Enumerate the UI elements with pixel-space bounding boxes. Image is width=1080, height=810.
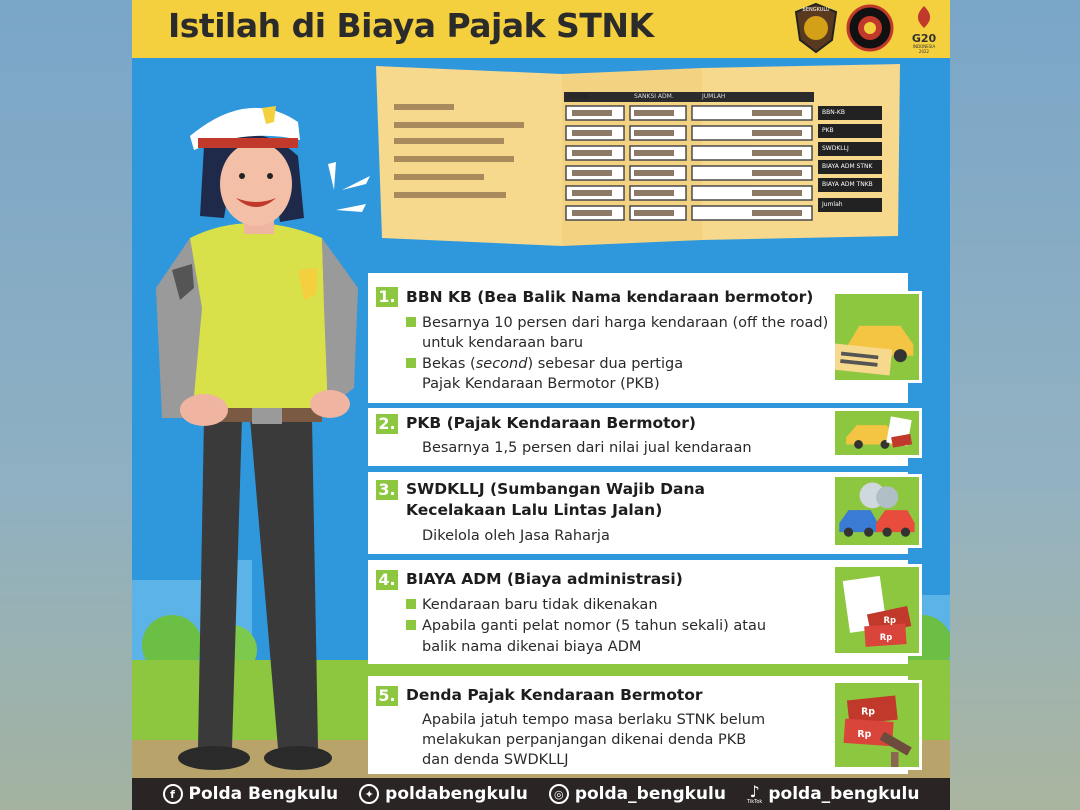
g20-logo-text: G20 [911, 32, 937, 45]
logo-group [792, 2, 948, 54]
twitter-handle: poldabengkulu [385, 784, 528, 804]
term-line-text: Apabila ganti pelat nomor (5 tahun sekali) atau [422, 618, 767, 634]
page-title: Istilah di Biaya Pajak STNK [168, 6, 654, 45]
term-title: BBN KB (Bea Balik Nama kendaraan bermotor) [406, 288, 814, 306]
bengkulu-logo-text: BENGKULU [802, 7, 830, 13]
doc-label-adm-stnk: BIAYA ADM STNK [818, 160, 882, 174]
bullet-icon [406, 620, 416, 630]
term-line [406, 354, 683, 374]
instagram-handle: polda_bengkulu [574, 784, 726, 804]
gavel-money-icon [832, 680, 922, 770]
tiktok-handle: polda_bengkulu [768, 784, 920, 804]
tiktok-link[interactable] [746, 781, 920, 805]
term-line-text-pre: Bekas ( [422, 356, 476, 372]
term-number: 5. [376, 686, 398, 706]
facebook-link[interactable] [163, 784, 339, 804]
bengkulu-police-logo [792, 2, 840, 54]
term-line-text-em: second [475, 356, 528, 372]
twitter-icon: ✦ [359, 784, 379, 804]
term-card-swdkllj [368, 472, 908, 554]
money-label: Rp [879, 631, 893, 642]
car-crash-icon [832, 474, 922, 548]
facebook-handle: Polda Bengkulu [188, 784, 339, 804]
term-line-text-post: ) sebesar dua pertiga [527, 356, 684, 372]
doc-label-adm-tnkb: BIAYA ADM TNKB [818, 178, 882, 192]
term-line-text: Kendaraan baru tidak dikenakan [422, 597, 658, 613]
term-line-text: Besarnya 10 persen dari harga kendaraan (off the road) [422, 315, 829, 331]
g20-logo-year: 2022 [918, 49, 930, 54]
term-line: dan denda SWDKLLJ [422, 752, 569, 768]
term-number: 2. [376, 414, 398, 434]
term-line [406, 595, 658, 615]
social-footer [132, 778, 950, 810]
term-card-denda [368, 676, 908, 774]
car-document-icon [832, 291, 922, 383]
doc-header-sanksi: SANKSI ADM. [634, 93, 674, 100]
instagram-icon: ◎ [549, 784, 569, 804]
background-right [950, 0, 1080, 810]
policewoman-illustration [132, 88, 372, 778]
term-title: PKB (Pajak Kendaraan Bermotor) [406, 414, 696, 432]
term-line: Pajak Kendaraan Bermotor (PKB) [422, 376, 660, 392]
header-bar [132, 0, 950, 58]
money-label: Rp [861, 706, 876, 718]
doc-label-bbnkb: BBN-KB [818, 106, 882, 120]
bullet-icon [406, 599, 416, 609]
term-line [406, 313, 828, 333]
ditreskrimsus-logo [846, 2, 894, 54]
bullet-icon [406, 317, 416, 327]
g20-logo-sub: INDONESIA [912, 44, 936, 49]
term-line [406, 616, 766, 636]
term-card-bbn-kb [368, 273, 908, 403]
doc-label-swdkllj: SWDKLLJ [818, 142, 882, 156]
term-line: balik nama dikenai biaya ADM [422, 639, 642, 655]
g20-logo [900, 2, 948, 54]
term-line: melakukan perpanjangan dikenai denda PKB [422, 732, 747, 748]
doc-header-jumlah: JUMLAH [702, 93, 726, 100]
term-number: 1. [376, 287, 398, 307]
term-line: Dikelola oleh Jasa Raharja [422, 528, 610, 544]
bullet-icon [406, 358, 416, 368]
term-card-biaya-adm [368, 560, 908, 664]
money-label: Rp [857, 729, 872, 741]
term-line: Apabila jatuh tempo masa berlaku STNK belum [422, 712, 766, 728]
term-title: SWDKLLJ (Sumbangan Wajib Dana [406, 480, 706, 498]
money-receipt-icon [832, 564, 922, 656]
doc-label-jumlah: Jumlah [818, 198, 882, 212]
background-left [0, 0, 132, 810]
doc-header-pokok: POKOK [568, 93, 589, 100]
doc-label-pkb: PKB [818, 124, 882, 138]
term-number: 4. [376, 570, 398, 590]
twitter-link[interactable] [359, 784, 528, 804]
term-title: Denda Pajak Kendaraan Bermotor [406, 686, 703, 704]
term-title: BIAYA ADM (Biaya administrasi) [406, 570, 683, 588]
facebook-icon: f [163, 784, 183, 804]
tiktok-icon-label: TikTok [746, 798, 763, 805]
term-number: 3. [376, 480, 398, 500]
term-title-line2: Kecelakaan Lalu Lintas Jalan) [406, 501, 663, 519]
tiktok-icon: ♪ TikTok [746, 781, 763, 805]
term-card-pkb [368, 408, 908, 466]
term-line: untuk kendaraan baru [422, 335, 584, 351]
car-tax-icon [832, 408, 922, 458]
money-label: Rp [883, 615, 896, 626]
term-line: Besarnya 1,5 persen dari nilai jual kendaraan [422, 440, 752, 456]
instagram-link[interactable] [549, 784, 726, 804]
infographic-poster [132, 0, 950, 810]
